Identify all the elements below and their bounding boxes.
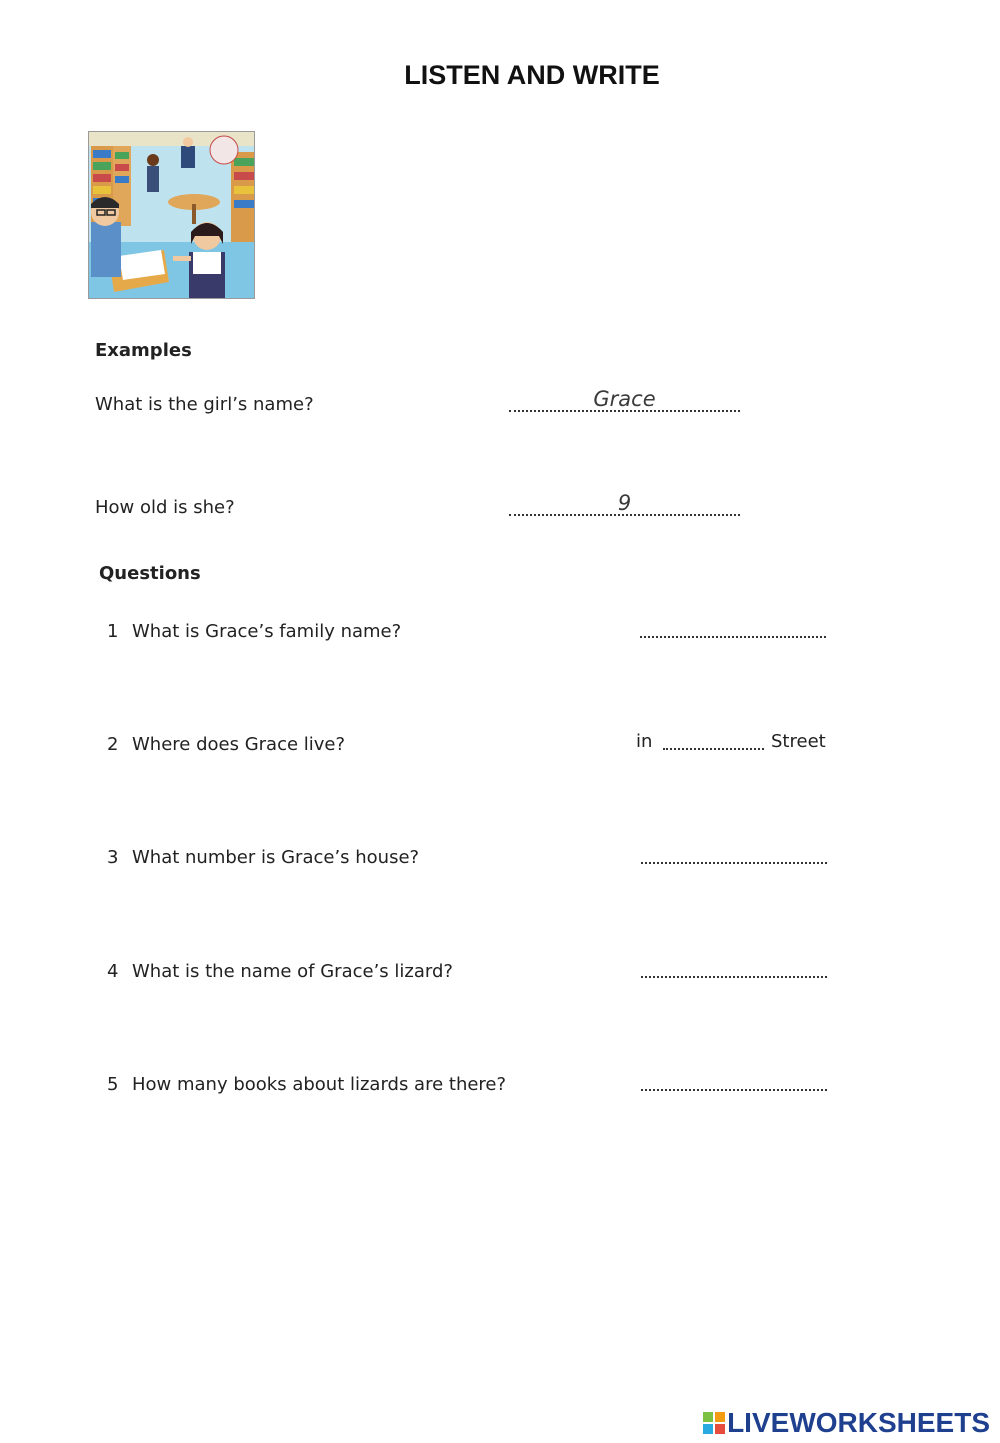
answer-line-3[interactable] xyxy=(641,862,827,864)
answer-line-4[interactable] xyxy=(641,976,827,978)
page-title: LISTEN AND WRITE xyxy=(404,60,660,90)
examples-heading: Examples xyxy=(95,340,192,361)
example-question-2: How old is she? xyxy=(95,497,235,518)
answer-prefix: in xyxy=(636,731,653,752)
answer-line-1[interactable] xyxy=(640,636,826,638)
answer-line-5[interactable] xyxy=(641,1089,827,1091)
library-illustration xyxy=(88,131,255,299)
question-text: What is the name of Grace’s lizard? xyxy=(132,961,453,982)
question-text: What number is Grace’s house? xyxy=(132,847,420,868)
question-2 xyxy=(107,734,345,755)
liveworksheets-logo xyxy=(703,1405,990,1441)
question-text: Where does Grace live? xyxy=(132,734,346,755)
logo-icon xyxy=(703,1412,725,1434)
example-question-1: What is the girl’s name? xyxy=(95,394,314,415)
question-text: What is Grace’s family name? xyxy=(132,621,402,642)
example-answer-2: 9 xyxy=(617,491,632,515)
example-answer-1: Grace xyxy=(593,387,656,411)
question-number: 3 xyxy=(107,847,119,868)
question-number: 4 xyxy=(107,961,119,982)
question-3 xyxy=(107,847,419,868)
question-number: 2 xyxy=(107,734,119,755)
logo-text: LIVEWORKSHEETS xyxy=(727,1407,990,1438)
question-number: 1 xyxy=(107,621,119,642)
question-1 xyxy=(107,621,401,642)
questions-heading: Questions xyxy=(99,563,201,584)
question-text: How many books about lizards are there? xyxy=(132,1074,507,1095)
answer-line-2[interactable] xyxy=(663,748,764,750)
question-number: 5 xyxy=(107,1074,119,1095)
question-4 xyxy=(107,961,453,982)
question-5 xyxy=(107,1074,506,1095)
answer-suffix: Street xyxy=(771,731,826,752)
